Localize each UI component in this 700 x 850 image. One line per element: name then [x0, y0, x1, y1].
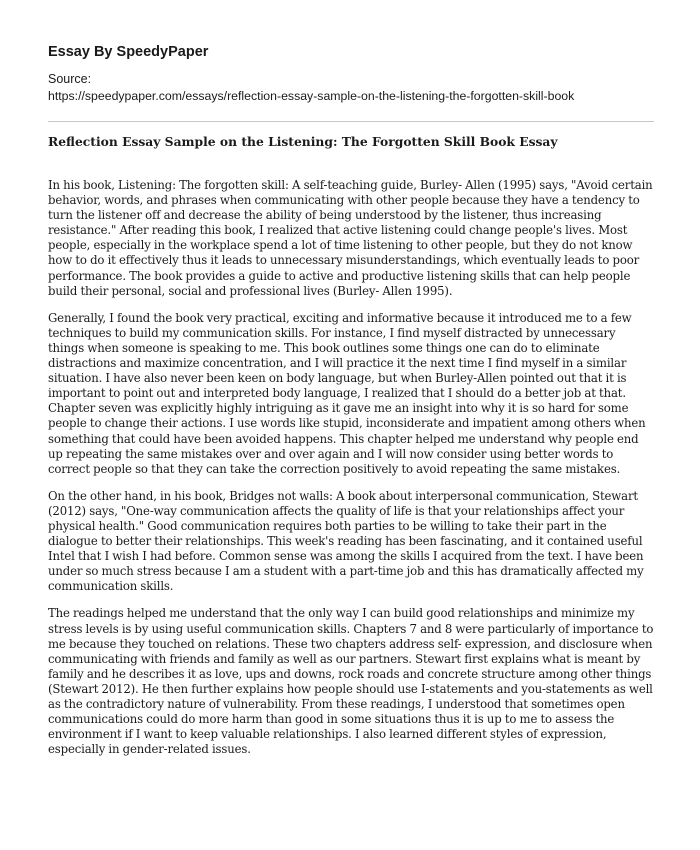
essay-author-heading: Essay By SpeedyPaper — [48, 44, 209, 60]
divider — [48, 121, 654, 122]
source-link[interactable]: https://speedypaper.com/essays/reflection-essay-sample-on-the-listening-the-forgotten-skill-book — [48, 89, 575, 103]
essay-body — [48, 178, 654, 769]
paragraph-4: The readings helped me understand that the only way I can build good relationships and minimize my stress levels is by using useful communication skills. Chapters 7 and 8 were particularly of importance to me because they touched on relations. These two chapters address self- expression, and disclosure when communicating with friends and family as well as our partners. Stewart first explains what is meant by family and he describes it as love, ups and downs, rock roads and concrete structure among other things (Stewart 2012). He then further explains how people should use I-statements and you-statements as well as the contradictory nature of vulnerability. From these readings, I understood that sometimes open communications could do more harm than good in some situations thus it is up to me to assess the environment if I want to keep valuable relationships. I also learned different styles of expression, especially in gender-related issues. — [48, 606, 654, 757]
essay-title: Reflection Essay Sample on the Listening: The Forgotten Skill Book Essay — [48, 134, 558, 149]
paragraph-3: On the other hand, in his book, Bridges not walls: A book about interpersonal communication, Stewart (2012) says, "One-way communication affects the quality of life is that your relationships affect your physical health." Good communication requires both parties to be willing to take their part in the dialogue to better their relationships. This week's reading has been fascinating, and it contained useful Intel that I wish I had before. Common sense was among the skills I acquired from the text. I have been under so much stress because I am a student with a part-time job and this has dramatically affected my communication skills. — [48, 488, 644, 594]
paragraph-2: Generally, I found the book very practical, exciting and informative because it introduced me to a few techniques to build my communication skills. For instance, I find myself distracted by unnecessary things when someone is speaking to me. This book outlines some things one can do to eliminate distractions and maximize concentration, and I will practice it the next time I find myself in a similar situation. I have also never been keen on body language, but when Burley-Allen pointed out that it is important to point out and interpreted body language, I realized that I should do a better job at that. Chapter seven was explicitly highly intriguing as it gave me an insight into why it is so hard for some people to change their actions. I use words like stupid, inconsiderate and impatient among others when something that could have been avoided happens. This chapter helped me understand why people end up repeating the same mistakes over and over again and I will now consider using better words to correct people so that they can take the correction positively to avoid repeating the same mistakes. — [48, 310, 646, 476]
paragraph-1: In his book, Listening: The forgotten skill: A self-teaching guide, Burley- Allen (1995) says, "Avoid certain behavior, words, and phrases when communicating with other people because they have a tendency to turn the listener off and decrease the ability of being understood by the listener, thus increasing resistance." After reading this book, I realized that active listening could change people's lives. Most people, especially in the workplace spend a lot of time listening to other people, but they do not know how to do it effectively thus it leads to unnecessary misunderstandings, which eventually leads to poor performance. The book provides a guide to active and productive listening skills that can help people build their personal, social and professional lives (Burley- Allen 1995). — [48, 178, 653, 298]
source-label: Source: — [48, 72, 92, 86]
